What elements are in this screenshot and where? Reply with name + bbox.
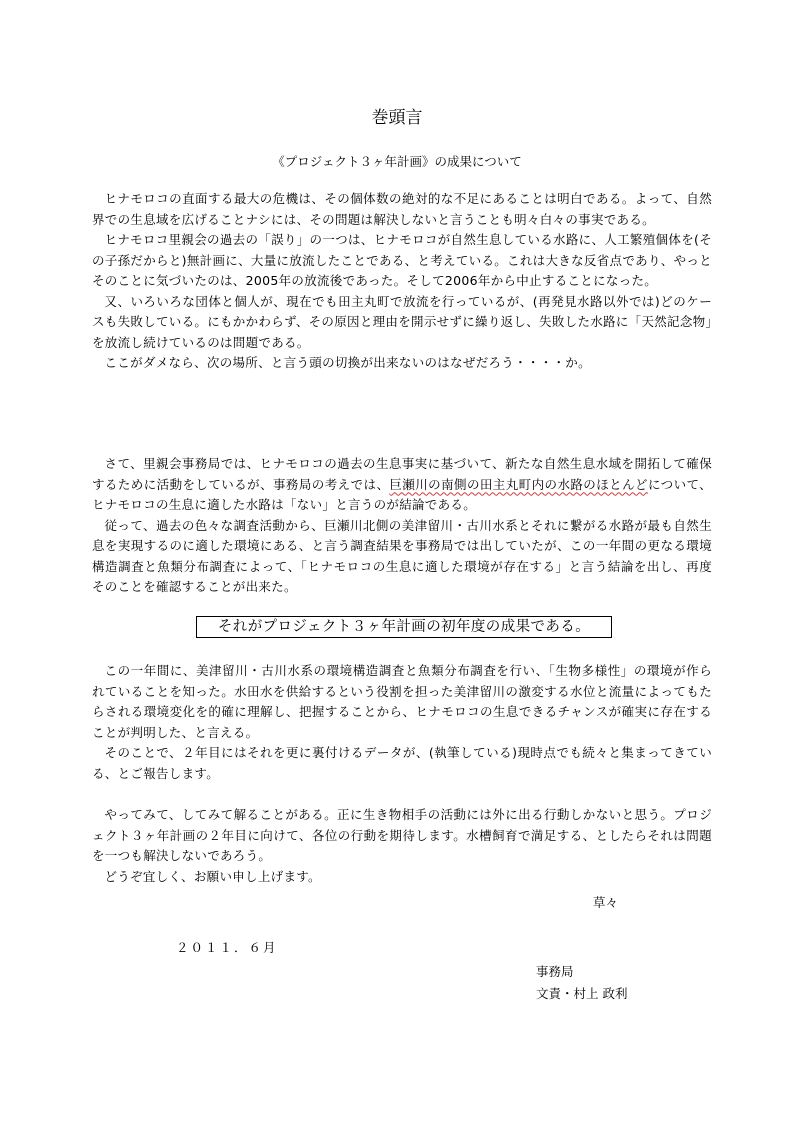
underlined-text: 巨瀬川の南側の田主丸町内の水路のほとんど <box>389 476 648 492</box>
text-run: について、ヒナモロコの生息に適した水路は「ない」と言うのが結論である。 <box>92 476 712 512</box>
paragraph <box>92 454 712 516</box>
section-1 <box>92 189 712 374</box>
paragraph: ヒナモロコの直面する最大の危機は、その個体数の絶対的な不足にあることは明白である。よって、自然界での生息域を広げることナシには、その問題は解決しないと言うことも明々白々の事実である。 <box>92 191 712 227</box>
section-3 <box>92 661 712 784</box>
date: ２０１１．６月 <box>176 940 278 955</box>
section-4 <box>92 805 712 887</box>
paragraph: 従って、過去の色々な調査活動から、巨瀬川北側の美津留川・古川水系とそれに繋がる水路が最も自然生息を実現するのに適した環境にある、と言う調査結果を事務局では出していたが、この一年間の更なる環境構造調査と魚類分布調査によって、「ヒナモロコの生息に適した環境が存在する」と言う結論を出し、再度そのことを確認することが出来た。 <box>92 517 712 594</box>
paragraph: 又、いろいろな団体と個人が、現在でも田主丸町で放流を行っているが、(再発見水路以外では)どのケースも失敗している。にもかかわらず、その原因と理由を開示せずに繰り返し、失敗した水路に「天然記念物」を放流し続けているのは問題である。 <box>92 293 712 350</box>
page-subtitle: 《プロジェクト３ヶ年計画》の成果について <box>272 154 522 169</box>
office-name: 事務局 <box>536 964 574 979</box>
paragraph: ヒナモロコ里親会の過去の「誤り」の一つは、ヒナモロコが自然生息している水路に、人工繁殖個体を(その子孫だからと)無計画に、大量に放流したことである、と考えている。これは大きな反省点であり、やっとそのことに気づいたのは、2005年の放流後であった。そして2006年から中止することになった。 <box>92 232 712 288</box>
paragraph: やってみて、してみて解ることがある。正に生き物相手の活動には外に出る行動しかないと思う。プロジェクト３ヶ年計画の２年目に向けて、各位の行動を期待します。水槽飼育で満足する、としたらそれは問題を一つも解決しないであろう。 <box>92 807 712 863</box>
paragraph: どうぞ宜しく、お願い申し上げます。 <box>104 868 321 884</box>
page-title: 巻頭言 <box>371 108 423 128</box>
paragraph: そのことで、２年目にはそれを更に裏付けるデータが、(執筆している)現時点でも続々と集まってきている、とご報告します。 <box>92 745 712 781</box>
paragraph: ここがダメなら、次の場所、と言う頭の切換が出来ないのはなぜだろう・・・・か。 <box>104 355 591 370</box>
author: 文責・村上 政利 <box>536 986 628 1001</box>
text-run: さて、里親会事務局では、ヒナモロコの過去の生息事実に基づいて、新たな自然生息水域を開拓して確保するために活動をしているが、事務局の考えでは、 <box>92 456 712 492</box>
section-2 <box>92 454 712 598</box>
paragraph: この一年間に、美津留川・古川水系の環境構造調査と魚類分布調査を行い、「生物多様性」の環境が作られていることを知った。水田水を供給するという役割を担った美津留川の激変する水位と流量によってもたらされる環境変化を的確に理解し、把握することから、ヒナモロコの生息できるチャンスが確実に存在することが判明した、と言える。 <box>92 663 712 740</box>
boxed-statement: それがプロジェクト３ヶ年計画の初年度の成果である。 <box>196 616 612 638</box>
closing-word: 草々 <box>593 895 619 910</box>
